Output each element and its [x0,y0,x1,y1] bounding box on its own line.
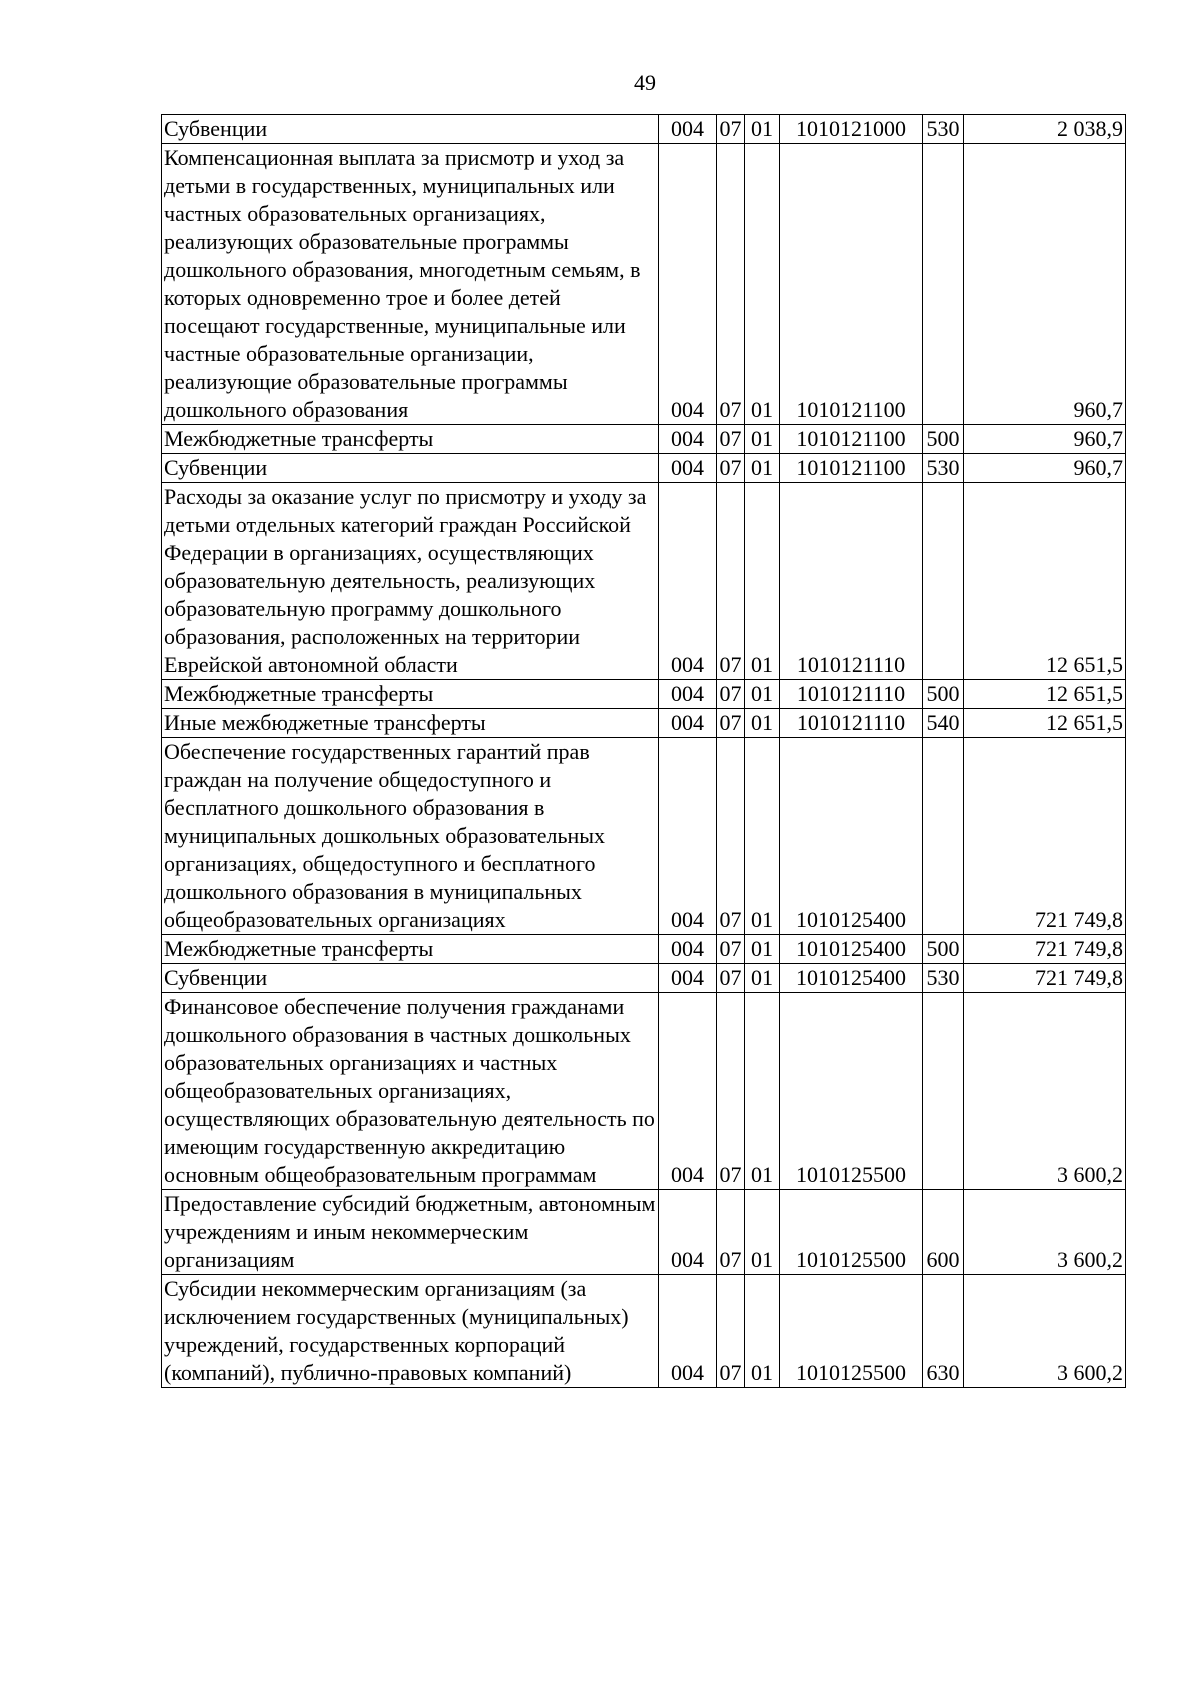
subsection-code-cell: 01 [745,993,780,1190]
amount-cell: 3 600,2 [964,993,1126,1190]
target-article-cell: 1010125500 [780,1275,923,1388]
expense-type-cell: 500 [923,935,964,964]
subsection-code-cell: 01 [745,964,780,993]
item-name-cell: Предоставление субсидий бюджетным, автономным учреждениям и иным некоммерческим организациям [162,1190,659,1275]
expense-type-cell: 540 [923,709,964,738]
target-article-cell: 1010125400 [780,935,923,964]
table-row [162,1190,1126,1275]
ministry-code-cell: 004 [659,454,717,483]
amount-cell: 721 749,8 [964,738,1126,935]
expense-type-cell: 530 [923,454,964,483]
table-row [162,1275,1126,1388]
target-article-cell: 1010125400 [780,738,923,935]
amount-cell: 960,7 [964,454,1126,483]
expense-type-cell: 500 [923,425,964,454]
section-code-cell: 07 [717,964,745,993]
table-row [162,144,1126,425]
subsection-code-cell: 01 [745,144,780,425]
expense-type-cell: 630 [923,1275,964,1388]
item-name-cell: Обеспечение государственных гарантий прав граждан на получение общедоступного и бесплатного дошкольного образования в муниципальных дошкольных образовательных организациях, общедоступного и бесплатного дошкольного образования в муниципальных общеобразовательных организациях [162,738,659,935]
target-article-cell: 1010125400 [780,964,923,993]
item-name-cell: Межбюджетные трансферты [162,680,659,709]
item-name-cell: Субвенции [162,115,659,144]
expense-type-cell [923,993,964,1190]
table-row [162,483,1126,680]
subsection-code-cell: 01 [745,483,780,680]
ministry-code-cell: 004 [659,425,717,454]
table-row [162,454,1126,483]
amount-cell: 960,7 [964,144,1126,425]
subsection-code-cell: 01 [745,709,780,738]
subsection-code-cell: 01 [745,454,780,483]
item-name-cell: Иные межбюджетные трансферты [162,709,659,738]
page-number: 49 [634,70,656,95]
amount-cell: 12 651,5 [964,680,1126,709]
expense-type-cell: 500 [923,680,964,709]
budget-table [161,114,1126,1388]
ministry-code-cell: 004 [659,709,717,738]
ministry-code-cell: 004 [659,935,717,964]
table-body [162,115,1126,1388]
ministry-code-cell: 004 [659,115,717,144]
table-row [162,935,1126,964]
item-name-cell: Компенсационная выплата за присмотр и уход за детьми в государственных, муниципальных или частных образовательных организациях, реализующих образовательные программы дошкольного образования, многодетным семьям, в которых одновременно трое и более детей посещают государственные, муниципальные или частные образовательные организации, реализующие образовательные программы дошкольного образования [162,144,659,425]
section-code-cell: 07 [717,483,745,680]
expense-type-cell [923,483,964,680]
amount-cell: 960,7 [964,425,1126,454]
section-code-cell: 07 [717,115,745,144]
table-row [162,738,1126,935]
section-code-cell: 07 [717,738,745,935]
section-code-cell: 07 [717,425,745,454]
table-row [162,115,1126,144]
section-code-cell: 07 [717,1275,745,1388]
expense-type-cell [923,144,964,425]
item-name-cell: Межбюджетные трансферты [162,935,659,964]
target-article-cell: 1010125500 [780,1190,923,1275]
target-article-cell: 1010121110 [780,680,923,709]
section-code-cell: 07 [717,935,745,964]
subsection-code-cell: 01 [745,680,780,709]
ministry-code-cell: 004 [659,1275,717,1388]
amount-cell: 721 749,8 [964,964,1126,993]
subsection-code-cell: 01 [745,1190,780,1275]
target-article-cell: 1010125500 [780,993,923,1190]
target-article-cell: 1010121110 [780,709,923,738]
table-row [162,993,1126,1190]
item-name-cell: Финансовое обеспечение получения гражданами дошкольного образования в частных дошкольных образовательных организациях и частных общеобразовательных организациях, осуществляющих образовательную деятельность по имеющим государственную аккредитацию основным общеобразовательным программам [162,993,659,1190]
amount-cell: 12 651,5 [964,483,1126,680]
amount-cell: 721 749,8 [964,935,1126,964]
ministry-code-cell: 004 [659,144,717,425]
expense-type-cell [923,738,964,935]
table-row [162,964,1126,993]
subsection-code-cell: 01 [745,425,780,454]
table-row [162,680,1126,709]
amount-cell: 3 600,2 [964,1275,1126,1388]
target-article-cell: 1010121000 [780,115,923,144]
target-article-cell: 1010121100 [780,454,923,483]
amount-cell: 3 600,2 [964,1190,1126,1275]
section-code-cell: 07 [717,1190,745,1275]
amount-cell: 12 651,5 [964,709,1126,738]
subsection-code-cell: 01 [745,935,780,964]
item-name-cell: Субвенции [162,964,659,993]
ministry-code-cell: 004 [659,680,717,709]
section-code-cell: 07 [717,454,745,483]
item-name-cell: Расходы за оказание услуг по присмотру и уходу за детьми отдельных категорий граждан Российской Федерации в организациях, осуществляющих образовательную деятельность, реализующих образовательную программу дошкольного образования, расположенных на территории Еврейской автономной области [162,483,659,680]
ministry-code-cell: 004 [659,483,717,680]
target-article-cell: 1010121100 [780,425,923,454]
item-name-cell: Субвенции [162,454,659,483]
expense-type-cell: 530 [923,964,964,993]
target-article-cell: 1010121100 [780,144,923,425]
section-code-cell: 07 [717,144,745,425]
subsection-code-cell: 01 [745,115,780,144]
ministry-code-cell: 004 [659,1190,717,1275]
amount-cell: 2 038,9 [964,115,1126,144]
expense-type-cell: 600 [923,1190,964,1275]
expense-type-cell: 530 [923,115,964,144]
subsection-code-cell: 01 [745,738,780,935]
table-row [162,709,1126,738]
ministry-code-cell: 004 [659,964,717,993]
item-name-cell: Межбюджетные трансферты [162,425,659,454]
section-code-cell: 07 [717,993,745,1190]
section-code-cell: 07 [717,680,745,709]
table-row [162,425,1126,454]
target-article-cell: 1010121110 [780,483,923,680]
ministry-code-cell: 004 [659,993,717,1190]
subsection-code-cell: 01 [745,1275,780,1388]
ministry-code-cell: 004 [659,738,717,935]
item-name-cell: Субсидии некоммерческим организациям (за исключением государственных (муниципальных) учреждений, государственных корпораций (компаний), публично-правовых компаний) [162,1275,659,1388]
section-code-cell: 07 [717,709,745,738]
